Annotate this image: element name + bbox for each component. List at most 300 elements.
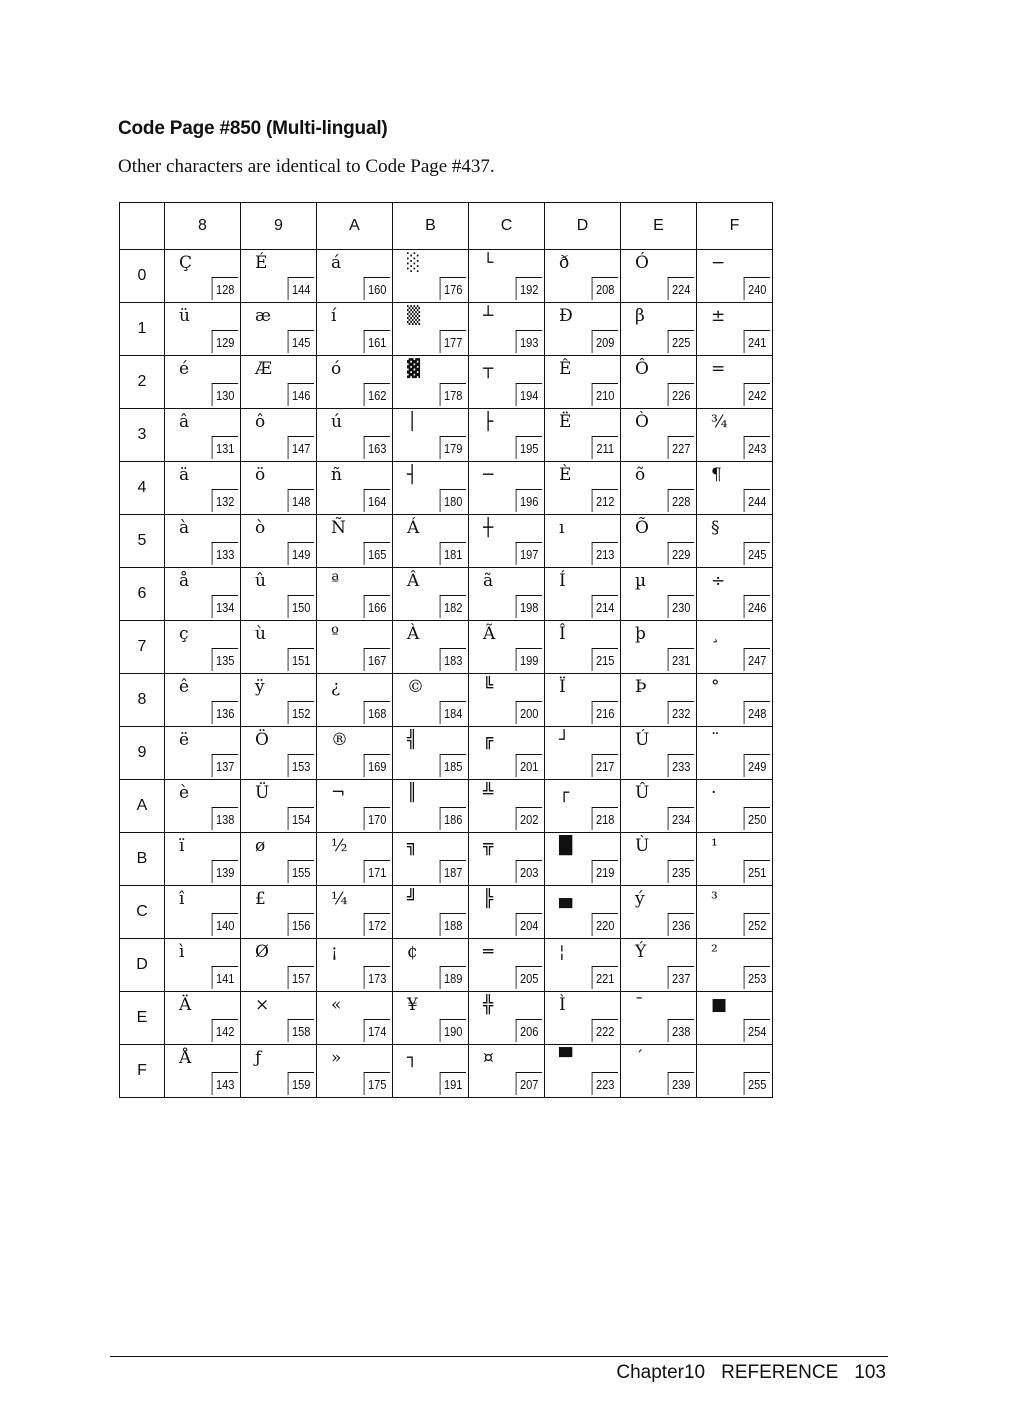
char-code: 188 bbox=[440, 913, 466, 936]
char-code: 132 bbox=[212, 489, 238, 512]
char-code: 249 bbox=[744, 754, 770, 777]
char-glyph: ╗ bbox=[407, 836, 418, 856]
char-code: 140 bbox=[212, 913, 238, 936]
char-code: 231 bbox=[668, 648, 694, 671]
char-cell bbox=[545, 515, 621, 568]
char-cell bbox=[545, 568, 621, 621]
char-cell bbox=[317, 1045, 393, 1098]
char-glyph: ° bbox=[711, 677, 720, 697]
char-code: 191 bbox=[440, 1072, 466, 1095]
char-cell bbox=[697, 568, 773, 621]
char-code: 173 bbox=[364, 966, 390, 989]
char-glyph: â bbox=[179, 412, 190, 432]
char-cell bbox=[621, 515, 697, 568]
char-code: 215 bbox=[592, 648, 618, 671]
char-glyph: ╝ bbox=[407, 889, 418, 909]
char-glyph: └ bbox=[483, 253, 494, 273]
char-code: 135 bbox=[212, 648, 238, 671]
char-cell bbox=[165, 1045, 241, 1098]
char-code: 229 bbox=[668, 542, 694, 565]
char-code: 193 bbox=[516, 330, 542, 353]
char-cell bbox=[545, 939, 621, 992]
char-glyph: Đ bbox=[559, 306, 573, 326]
char-glyph: È bbox=[559, 465, 572, 485]
char-code: 195 bbox=[516, 436, 542, 459]
char-code: 182 bbox=[440, 595, 466, 618]
char-code: 172 bbox=[364, 913, 390, 936]
char-glyph: ä bbox=[179, 465, 190, 485]
char-code: 153 bbox=[288, 754, 314, 777]
char-glyph: × bbox=[255, 995, 270, 1015]
char-code: 157 bbox=[288, 966, 314, 989]
char-glyph: ╚ bbox=[483, 677, 494, 697]
char-glyph: » bbox=[331, 1048, 342, 1068]
char-glyph: å bbox=[179, 571, 190, 591]
char-code: 146 bbox=[288, 383, 314, 406]
char-glyph: ╔ bbox=[483, 730, 494, 750]
char-glyph: Û bbox=[635, 783, 650, 803]
char-cell bbox=[317, 992, 393, 1045]
row-header: D bbox=[120, 939, 165, 992]
char-glyph: ¹ bbox=[711, 836, 718, 856]
code-page-table bbox=[119, 202, 773, 1098]
table-row bbox=[120, 992, 773, 1045]
char-glyph: ▒ bbox=[407, 306, 421, 326]
char-cell bbox=[317, 886, 393, 939]
char-code: 156 bbox=[288, 913, 314, 936]
char-cell bbox=[621, 250, 697, 303]
char-glyph: ² bbox=[711, 942, 718, 962]
footer-rule bbox=[110, 1356, 888, 1357]
char-glyph: ┬ bbox=[483, 359, 494, 379]
char-code: 199 bbox=[516, 648, 542, 671]
table-row bbox=[120, 462, 773, 515]
char-cell bbox=[317, 674, 393, 727]
char-cell bbox=[393, 515, 469, 568]
char-cell bbox=[241, 621, 317, 674]
char-code: 206 bbox=[516, 1019, 542, 1042]
char-code: 228 bbox=[668, 489, 694, 512]
char-code: 244 bbox=[744, 489, 770, 512]
char-cell bbox=[393, 674, 469, 727]
char-code: 204 bbox=[516, 913, 542, 936]
char-glyph: ╠ bbox=[483, 889, 494, 909]
char-cell bbox=[241, 515, 317, 568]
char-cell bbox=[621, 780, 697, 833]
char-cell bbox=[165, 939, 241, 992]
char-cell bbox=[545, 727, 621, 780]
char-code: 138 bbox=[212, 807, 238, 830]
row-header: F bbox=[120, 1045, 165, 1098]
char-cell bbox=[241, 409, 317, 462]
char-cell bbox=[545, 462, 621, 515]
char-glyph: ¸ bbox=[711, 624, 720, 644]
char-glyph: ã bbox=[483, 571, 494, 591]
char-cell bbox=[697, 727, 773, 780]
char-code: 141 bbox=[212, 966, 238, 989]
char-cell bbox=[545, 674, 621, 727]
char-code: 167 bbox=[364, 648, 390, 671]
char-glyph: ½ bbox=[331, 836, 348, 856]
char-cell bbox=[241, 992, 317, 1045]
char-glyph: ï bbox=[179, 836, 185, 856]
char-glyph: ┴ bbox=[483, 306, 494, 326]
table-row bbox=[120, 568, 773, 621]
char-glyph: ø bbox=[255, 836, 266, 856]
char-code: 222 bbox=[592, 1019, 618, 1042]
char-code: 151 bbox=[288, 648, 314, 671]
char-code: 163 bbox=[364, 436, 390, 459]
char-glyph: · bbox=[711, 783, 717, 803]
char-glyph: Õ bbox=[635, 518, 649, 538]
char-cell bbox=[697, 462, 773, 515]
char-cell bbox=[241, 833, 317, 886]
char-glyph: Ý bbox=[635, 942, 647, 962]
char-cell bbox=[469, 992, 545, 1045]
table-row bbox=[120, 250, 773, 303]
char-glyph: ║ bbox=[407, 783, 418, 803]
table-row bbox=[120, 939, 773, 992]
char-cell bbox=[393, 303, 469, 356]
char-cell bbox=[393, 462, 469, 515]
char-cell bbox=[317, 621, 393, 674]
char-glyph: û bbox=[255, 571, 266, 591]
char-glyph: Ü bbox=[255, 783, 270, 803]
char-cell bbox=[317, 727, 393, 780]
table-row bbox=[120, 303, 773, 356]
char-glyph: ¼ bbox=[331, 889, 348, 909]
char-glyph: β bbox=[635, 306, 645, 326]
char-cell bbox=[165, 992, 241, 1045]
char-cell bbox=[393, 833, 469, 886]
char-cell bbox=[545, 780, 621, 833]
char-code: 137 bbox=[212, 754, 238, 777]
char-code: 149 bbox=[288, 542, 314, 565]
char-cell bbox=[241, 727, 317, 780]
char-code: 147 bbox=[288, 436, 314, 459]
char-glyph: Ò bbox=[635, 412, 649, 432]
char-cell bbox=[621, 462, 697, 515]
char-code: 175 bbox=[364, 1072, 390, 1095]
char-glyph: ╦ bbox=[483, 836, 494, 856]
char-cell bbox=[165, 250, 241, 303]
char-glyph: É bbox=[255, 253, 268, 273]
char-code: 186 bbox=[440, 807, 466, 830]
char-cell bbox=[621, 939, 697, 992]
char-cell bbox=[469, 303, 545, 356]
char-glyph: ò bbox=[255, 518, 266, 538]
char-code: 211 bbox=[592, 436, 618, 459]
char-code: 179 bbox=[440, 436, 466, 459]
char-glyph: Í bbox=[559, 571, 566, 591]
char-code: 176 bbox=[440, 277, 466, 300]
char-glyph: ¶ bbox=[711, 465, 722, 485]
char-glyph: ô bbox=[255, 412, 266, 432]
char-cell bbox=[317, 780, 393, 833]
char-cell bbox=[697, 1045, 773, 1098]
char-code: 241 bbox=[744, 330, 770, 353]
char-cell bbox=[621, 568, 697, 621]
char-cell bbox=[241, 462, 317, 515]
char-glyph: ■ bbox=[711, 995, 728, 1015]
char-cell bbox=[697, 515, 773, 568]
char-cell bbox=[317, 568, 393, 621]
char-glyph: ├ bbox=[483, 412, 494, 432]
row-header: 3 bbox=[120, 409, 165, 462]
char-glyph: Á bbox=[407, 518, 420, 538]
char-code: 142 bbox=[212, 1019, 238, 1042]
char-glyph: ê bbox=[179, 677, 190, 697]
char-code: 234 bbox=[668, 807, 694, 830]
column-header: D bbox=[545, 203, 621, 250]
char-code: 201 bbox=[516, 754, 542, 777]
char-code: 187 bbox=[440, 860, 466, 883]
char-glyph: ╣ bbox=[407, 730, 418, 750]
char-glyph: ¬ bbox=[331, 783, 346, 803]
char-code: 226 bbox=[668, 383, 694, 406]
char-cell bbox=[241, 939, 317, 992]
char-cell bbox=[165, 833, 241, 886]
char-cell bbox=[393, 780, 469, 833]
char-glyph: ú bbox=[331, 412, 342, 432]
char-code: 209 bbox=[592, 330, 618, 353]
char-glyph: Æ bbox=[255, 359, 273, 379]
char-cell bbox=[697, 674, 773, 727]
char-code: 217 bbox=[592, 754, 618, 777]
char-code: 246 bbox=[744, 595, 770, 618]
char-code: 155 bbox=[288, 860, 314, 883]
char-code: 136 bbox=[212, 701, 238, 724]
column-header: 8 bbox=[165, 203, 241, 250]
char-cell bbox=[621, 356, 697, 409]
char-code: 230 bbox=[668, 595, 694, 618]
char-cell bbox=[165, 356, 241, 409]
char-cell bbox=[393, 886, 469, 939]
char-cell bbox=[545, 621, 621, 674]
row-header: C bbox=[120, 886, 165, 939]
char-code: 158 bbox=[288, 1019, 314, 1042]
char-code: 133 bbox=[212, 542, 238, 565]
char-cell bbox=[697, 833, 773, 886]
row-header: 2 bbox=[120, 356, 165, 409]
char-cell bbox=[317, 939, 393, 992]
char-cell bbox=[165, 409, 241, 462]
char-cell bbox=[621, 409, 697, 462]
char-glyph: Ñ bbox=[331, 518, 346, 538]
column-header: B bbox=[393, 203, 469, 250]
char-cell bbox=[393, 250, 469, 303]
char-glyph: ¥ bbox=[407, 995, 418, 1015]
char-cell bbox=[165, 303, 241, 356]
char-glyph: ┤ bbox=[407, 465, 418, 485]
char-glyph: ù bbox=[255, 624, 266, 644]
char-glyph: ó bbox=[331, 359, 342, 379]
char-glyph: ▓ bbox=[407, 359, 421, 379]
char-cell bbox=[621, 621, 697, 674]
char-code: 216 bbox=[592, 701, 618, 724]
char-glyph: æ bbox=[255, 306, 271, 326]
char-code: 129 bbox=[212, 330, 238, 353]
char-cell bbox=[393, 727, 469, 780]
char-code: 214 bbox=[592, 595, 618, 618]
char-cell bbox=[621, 833, 697, 886]
row-header: 6 bbox=[120, 568, 165, 621]
column-header: E bbox=[621, 203, 697, 250]
char-glyph: ┐ bbox=[407, 1048, 418, 1068]
table-row bbox=[120, 727, 773, 780]
char-code: 183 bbox=[440, 648, 466, 671]
char-glyph: ı bbox=[559, 518, 565, 538]
char-glyph: ñ bbox=[331, 465, 342, 485]
char-code: 171 bbox=[364, 860, 390, 883]
char-glyph: ¿ bbox=[331, 677, 341, 697]
char-cell bbox=[241, 1045, 317, 1098]
char-code: 145 bbox=[288, 330, 314, 353]
char-code: 245 bbox=[744, 542, 770, 565]
char-glyph: è bbox=[179, 783, 190, 803]
char-code: 210 bbox=[592, 383, 618, 406]
char-cell bbox=[469, 515, 545, 568]
char-glyph: í bbox=[331, 306, 337, 326]
char-cell bbox=[621, 727, 697, 780]
char-code: 168 bbox=[364, 701, 390, 724]
page-title: Code Page #850 (Multi-lingual) bbox=[118, 118, 388, 139]
char-glyph: Ï bbox=[559, 677, 566, 697]
char-glyph: Ë bbox=[559, 412, 572, 432]
char-glyph: ┌ bbox=[559, 783, 570, 803]
char-code: 202 bbox=[516, 807, 542, 830]
char-cell bbox=[469, 1045, 545, 1098]
char-cell bbox=[317, 356, 393, 409]
char-cell bbox=[545, 303, 621, 356]
char-glyph: ë bbox=[179, 730, 190, 750]
char-code: 248 bbox=[744, 701, 770, 724]
char-code: 247 bbox=[744, 648, 770, 671]
char-glyph: Ù bbox=[635, 836, 650, 856]
char-cell bbox=[393, 621, 469, 674]
char-cell bbox=[165, 515, 241, 568]
char-code: 219 bbox=[592, 860, 618, 883]
char-code: 197 bbox=[516, 542, 542, 565]
corner-cell bbox=[120, 203, 165, 250]
char-cell bbox=[621, 674, 697, 727]
char-cell bbox=[241, 780, 317, 833]
char-glyph: Ì bbox=[559, 995, 566, 1015]
table-row bbox=[120, 674, 773, 727]
table-row bbox=[120, 780, 773, 833]
char-code: 169 bbox=[364, 754, 390, 777]
char-glyph: À bbox=[407, 624, 420, 644]
char-glyph: © bbox=[407, 677, 424, 697]
char-code: 181 bbox=[440, 542, 466, 565]
char-glyph: Ú bbox=[635, 730, 650, 750]
char-code: 194 bbox=[516, 383, 542, 406]
char-code: 185 bbox=[440, 754, 466, 777]
char-cell bbox=[317, 515, 393, 568]
table-row bbox=[120, 515, 773, 568]
table-row bbox=[120, 356, 773, 409]
char-code: 190 bbox=[440, 1019, 466, 1042]
char-code: 189 bbox=[440, 966, 466, 989]
char-cell bbox=[545, 1045, 621, 1098]
char-code: 130 bbox=[212, 383, 238, 406]
char-glyph: ´ bbox=[635, 1048, 644, 1068]
char-glyph: Ê bbox=[559, 359, 572, 379]
char-code: 165 bbox=[364, 542, 390, 565]
char-glyph: ÿ bbox=[255, 677, 265, 697]
char-glyph: Ø bbox=[255, 942, 269, 962]
char-cell bbox=[469, 621, 545, 674]
char-cell bbox=[469, 674, 545, 727]
char-code: 159 bbox=[288, 1072, 314, 1095]
char-glyph: █ bbox=[559, 836, 573, 856]
char-code: 161 bbox=[364, 330, 390, 353]
char-code: 198 bbox=[516, 595, 542, 618]
char-cell bbox=[393, 1045, 469, 1098]
char-glyph: │ bbox=[407, 412, 418, 432]
char-code: 178 bbox=[440, 383, 466, 406]
char-cell bbox=[317, 409, 393, 462]
char-code: 192 bbox=[516, 277, 542, 300]
char-glyph: ═ bbox=[483, 942, 494, 962]
char-code: 242 bbox=[744, 383, 770, 406]
char-cell bbox=[241, 568, 317, 621]
char-glyph: Â bbox=[407, 571, 420, 591]
char-code: 196 bbox=[516, 489, 542, 512]
char-glyph: ▀ bbox=[559, 1048, 573, 1068]
char-cell bbox=[697, 992, 773, 1045]
char-code: 218 bbox=[592, 807, 618, 830]
char-glyph: ╬ bbox=[483, 995, 494, 1015]
char-code: 174 bbox=[364, 1019, 390, 1042]
char-code: 220 bbox=[592, 913, 618, 936]
char-code: 238 bbox=[668, 1019, 694, 1042]
char-cell bbox=[469, 568, 545, 621]
char-glyph: õ bbox=[635, 465, 646, 485]
char-code: 235 bbox=[668, 860, 694, 883]
char-code: 162 bbox=[364, 383, 390, 406]
table-row bbox=[120, 1045, 773, 1098]
row-header: E bbox=[120, 992, 165, 1045]
char-cell bbox=[165, 462, 241, 515]
table-row bbox=[120, 409, 773, 462]
char-glyph: ö bbox=[255, 465, 266, 485]
char-glyph: ¡ bbox=[331, 942, 338, 962]
char-cell bbox=[697, 780, 773, 833]
char-code: 128 bbox=[212, 277, 238, 300]
table-row bbox=[120, 621, 773, 674]
row-header: 9 bbox=[120, 727, 165, 780]
char-cell bbox=[545, 409, 621, 462]
char-cell bbox=[393, 992, 469, 1045]
char-glyph: ─ bbox=[483, 465, 494, 485]
row-header: 8 bbox=[120, 674, 165, 727]
char-code: 236 bbox=[668, 913, 694, 936]
column-header: A bbox=[317, 203, 393, 250]
char-cell bbox=[393, 939, 469, 992]
code-page-body bbox=[120, 250, 773, 1098]
char-cell bbox=[697, 303, 773, 356]
char-glyph: º bbox=[331, 624, 339, 644]
char-code: 203 bbox=[516, 860, 542, 883]
footer-section: REFERENCE bbox=[721, 1362, 839, 1383]
char-cell bbox=[621, 303, 697, 356]
column-header: 9 bbox=[241, 203, 317, 250]
char-glyph: Ö bbox=[255, 730, 269, 750]
char-cell bbox=[697, 250, 773, 303]
char-cell bbox=[393, 409, 469, 462]
char-code: 166 bbox=[364, 595, 390, 618]
